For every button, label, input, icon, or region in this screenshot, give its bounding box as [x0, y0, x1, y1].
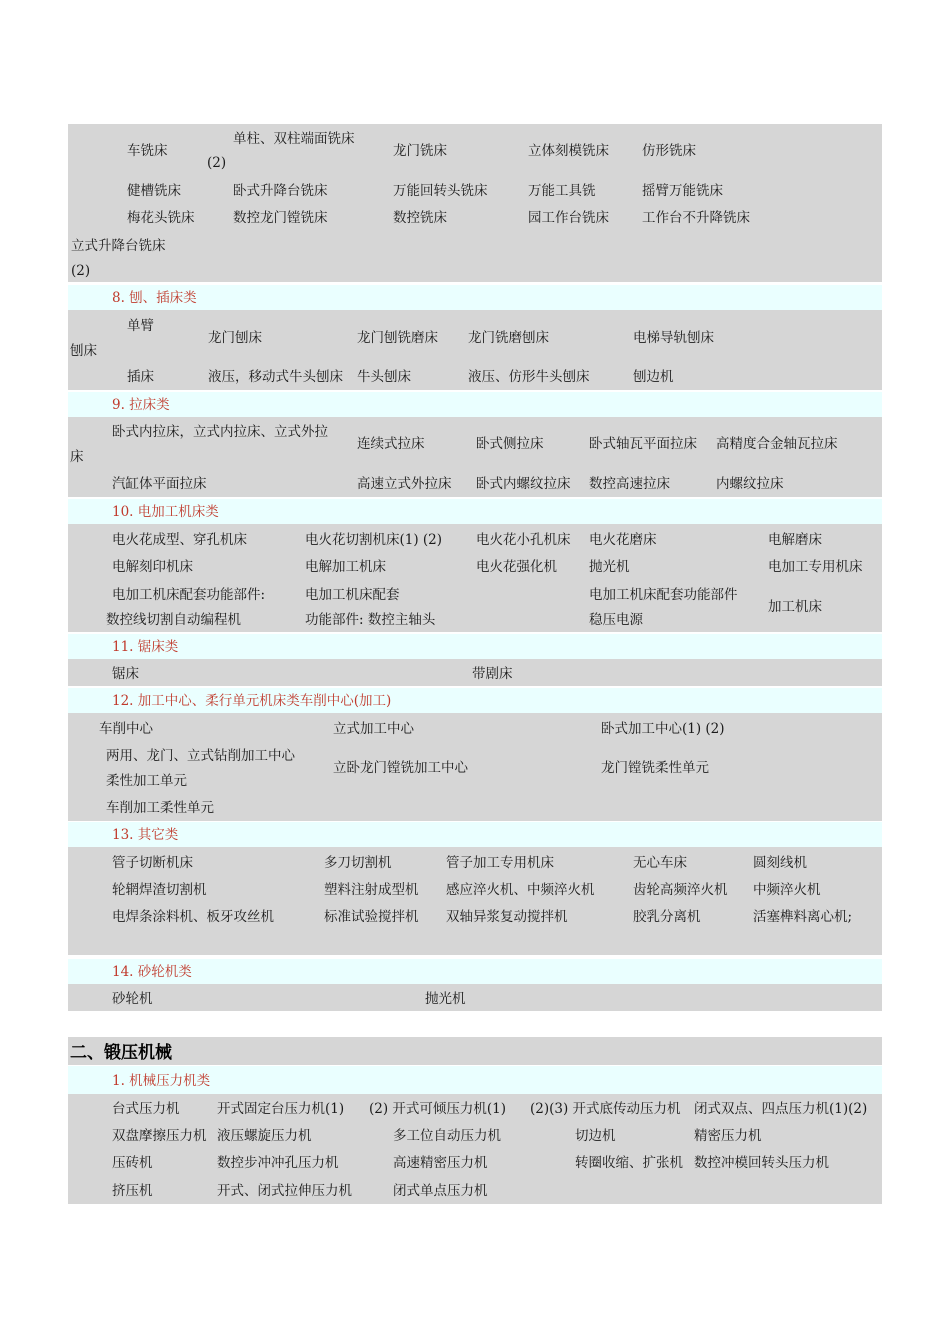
cell: 数控龙门镗铣床 [233, 210, 328, 226]
cell: 工作台不升降铣床 [642, 210, 750, 226]
cell: 双轴异浆复动搅拌机 [446, 909, 568, 925]
cell: 压砖机 [112, 1155, 153, 1171]
cell: 内螺纹拉床 [716, 476, 784, 492]
cell: 龙门刨床 [208, 330, 262, 346]
cell: 标准试验搅拌机 [324, 909, 419, 925]
cell: 胶乳分离机 [633, 909, 701, 925]
cell: 抛光机 [425, 991, 466, 1007]
section-header: 13. 其它类 [112, 827, 179, 843]
cell: 电解磨床 [768, 532, 822, 548]
cell: 电火花成型、穿孔机床 [112, 532, 247, 548]
cell: 开式、闭式拉伸压力机 [217, 1183, 352, 1199]
cell: 万能回转头铣床 [393, 183, 488, 199]
cell: 齿轮高频淬火机 [633, 882, 728, 898]
cell: 切边机 [575, 1128, 616, 1144]
cell: (2) 开式可倾压力机(1) [369, 1101, 507, 1117]
cell: 数控步冲冲孔压力机 [217, 1155, 339, 1171]
cell: 台式压力机 [112, 1101, 180, 1117]
cell: 卧式加工中心(1) (2) [601, 721, 725, 737]
cell: 电火花小孔机床 [476, 532, 571, 548]
cell: 电火花磨床 [589, 532, 657, 548]
cell: 刨床 [70, 343, 97, 359]
cell: 立体刻模铣床 [528, 143, 609, 159]
cell: 电加工专用机床 [768, 559, 863, 575]
cell: 砂轮机 [112, 991, 153, 1007]
cell: 龙门刨铣磨床 [357, 330, 438, 346]
cell: 精密压力机 [694, 1128, 762, 1144]
cell: 液压、仿形牛头刨床 [468, 369, 590, 385]
cell: 圆刻线机 [753, 855, 807, 871]
cell: 电焊条涂料机、板牙攻丝机 [112, 909, 274, 925]
cell: 卧式内拉床，立式内拉床、立式外拉 [112, 424, 328, 440]
cell: 仿形铣床 [642, 143, 696, 159]
section-header: 1. 机械压力机类 [112, 1073, 211, 1089]
cell: 闭式双点、四点压力机(1)(2) [694, 1101, 868, 1117]
cell: 车铣床 [127, 143, 168, 159]
cell: 数控冲模回转头压力机 [694, 1155, 829, 1171]
cell: 轮辋焊渣切割机 [112, 882, 207, 898]
cell: 电加工机床配套功能部件 [589, 587, 738, 603]
cell: 立式升降台铣床 [71, 238, 166, 254]
cell: 中频淬火机 [753, 882, 821, 898]
cell: 电火花切割机床(1) (2) [305, 532, 443, 548]
cell: 卧式侧拉床 [476, 436, 544, 452]
cell: 园工作台铣床 [528, 210, 609, 226]
cell: 数控铣床 [393, 210, 447, 226]
cell: 卧式升降台铣床 [233, 183, 328, 199]
cell: 带剧床 [472, 666, 513, 682]
cell: (2)(3) 开式底传动压力机 [530, 1101, 681, 1117]
cell: 电加工机床配套功能部件: [112, 587, 266, 603]
cell: 车削加工柔性单元 [106, 800, 214, 816]
cell: 多工位自动压力机 [393, 1128, 501, 1144]
cell: 单臂 [127, 318, 154, 334]
cell: 开式固定台压力机(1) [217, 1101, 345, 1117]
cell: 卧式内螺纹拉床 [476, 476, 571, 492]
cell: 摇臂万能铣床 [642, 183, 723, 199]
forging-title-bar [68, 1037, 882, 1065]
forging-title: 二、锻压机械 [70, 1043, 172, 1063]
cell: 连续式拉床 [357, 436, 425, 452]
cell: 液压螺旋压力机 [217, 1128, 312, 1144]
cell: (2) [71, 263, 91, 279]
cell: 加工机床 [768, 599, 822, 615]
cell: 多刀切割机 [324, 855, 392, 871]
cell: 单柱、双柱端面铣床 [233, 131, 355, 147]
cell: 牛头刨床 [357, 369, 411, 385]
cell: 健槽铣床 [127, 183, 181, 199]
section-header: 9. 拉床类 [112, 397, 170, 413]
cell: 无心车床 [633, 855, 687, 871]
cell: 挤压机 [112, 1183, 153, 1199]
section-header: 14. 砂轮机类 [112, 964, 192, 980]
cell: 电解加工机床 [305, 559, 386, 575]
cell: 管子加工专用机床 [446, 855, 554, 871]
cell: 高速精密压力机 [393, 1155, 488, 1171]
cell: 电解刻印机床 [112, 559, 193, 575]
cell: 卧式轴瓦平面拉床 [589, 436, 697, 452]
milling-block [68, 124, 882, 282]
cell: 活塞榫料离心机; [753, 909, 853, 925]
cell: 插床 [127, 369, 154, 385]
cell: 高精度合金轴瓦拉床 [716, 436, 838, 452]
cell: 锯床 [112, 666, 139, 682]
cell: 感应淬火机、中频淬火机 [446, 882, 595, 898]
cell: 万能工具铣 [528, 183, 596, 199]
grinding-block [68, 984, 882, 1011]
cell: 闭式单点压力机 [393, 1183, 488, 1199]
cell: 柔性加工单元 [106, 773, 187, 789]
section-header: 8. 刨、插床类 [112, 290, 197, 306]
cell: 梅花头铣床 [127, 210, 195, 226]
cell: 双盘摩擦压力机 [112, 1128, 207, 1144]
cell: 高速立式外拉床 [357, 476, 452, 492]
cell: 龙门镗铣柔性单元 [601, 760, 709, 776]
cell: 转圈收缩、扩张机 [575, 1155, 683, 1171]
cell: 管子切断机床 [112, 855, 193, 871]
section-header: 11. 锯床类 [112, 639, 179, 655]
cell: 电梯导轨刨床 [633, 330, 714, 346]
section-header: 12. 加工中心、柔行单元机床类车削中心(加工) [112, 693, 392, 709]
cell: 立式加工中心 [333, 721, 414, 737]
cell: 汽缸体平面拉床 [112, 476, 207, 492]
cell: 龙门铣磨刨床 [468, 330, 549, 346]
cell: 刨边机 [633, 369, 674, 385]
section-header-bar [68, 392, 882, 417]
cell: 两用、龙门、立式钻削加工中心 [106, 748, 295, 764]
section-header: 10. 电加工机床类 [112, 504, 219, 520]
cell: (2) [207, 155, 227, 171]
section-header-bar [68, 822, 882, 847]
cell: 抛光机 [589, 559, 630, 575]
cell: 电火花强化机 [476, 559, 557, 575]
cell: 床 [70, 449, 84, 465]
cell: 立卧龙门镗铣加工中心 [333, 760, 468, 776]
cell: 数控高速拉床 [589, 476, 670, 492]
cell: 龙门铣床 [393, 143, 447, 159]
cell: 稳压电源 [589, 612, 643, 628]
cell: 电加工机床配套 [305, 587, 400, 603]
section-header-bar [68, 634, 882, 659]
cell: 功能部件: 数控主轴头 [305, 612, 436, 628]
cell: 塑料注射成型机 [324, 882, 419, 898]
cell: 液压，移动式牛头刨床 [208, 369, 343, 385]
cell: 车削中心 [99, 721, 153, 737]
cell: 数控线切割自动编程机 [106, 612, 241, 628]
